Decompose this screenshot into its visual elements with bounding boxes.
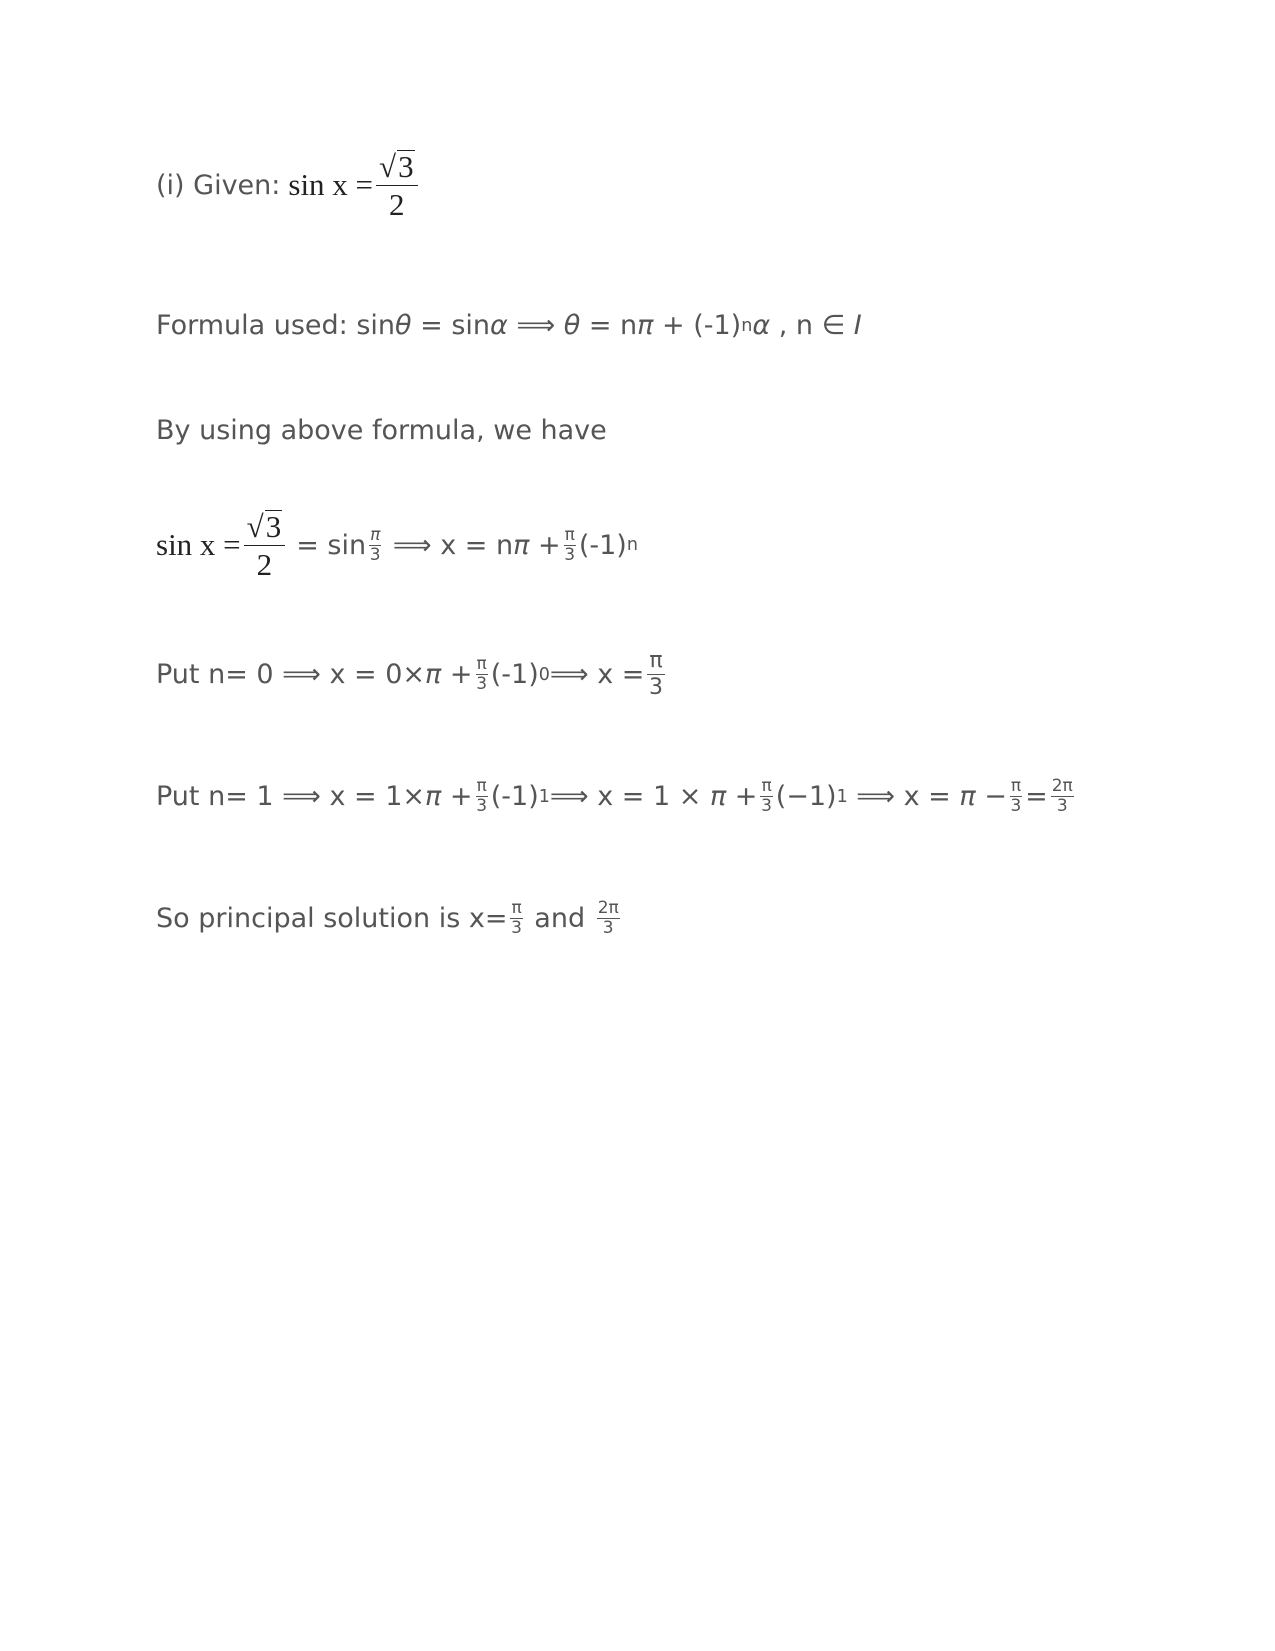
fraction-den: 3	[1056, 796, 1068, 816]
pi-over-3	[476, 656, 488, 693]
pi-symbol: π	[425, 781, 442, 812]
theta-symbol: θ	[563, 310, 581, 341]
equation-text: ⟹ x =	[549, 659, 645, 690]
principal-solution-line	[156, 900, 623, 937]
fraction-den: 2	[389, 187, 405, 222]
pi-over-3	[760, 778, 772, 815]
equation-text: ⟹ x = n	[384, 529, 514, 561]
fraction-num: 2π	[1051, 776, 1073, 796]
alpha-symbol: α	[490, 310, 508, 341]
sqrt-sign: √	[246, 509, 264, 544]
given-line	[156, 150, 421, 220]
sqrt-arg: 3	[398, 149, 414, 184]
fraction-den: 3	[564, 544, 576, 565]
put-n-1-line: Put n= 1 ⟹ x = 1× π + $\frac{\pi}{3}$ (-1) 1 ⟹ x = 1 × π + $\frac{\pi}{3}$ (−1) 1 ⟹ x = π − $\frac{\pi}{3}$ = $\frac{2\pi}{3}$	[156, 776, 1073, 816]
given-lhs: sin x =	[288, 167, 374, 202]
fraction-den: 3	[476, 796, 488, 816]
equation-text: (-1)	[578, 529, 627, 561]
fraction-num: π	[476, 776, 487, 796]
equation-text: −	[975, 781, 1007, 812]
equation-text: = sin	[296, 529, 367, 561]
fraction-den: 3	[511, 918, 522, 938]
equation-text: ⟹ x = 1 ×	[549, 781, 710, 812]
intro-text: By using above formula, we have	[156, 415, 607, 446]
fraction-den: 3	[761, 796, 772, 816]
fraction-num: π	[511, 898, 522, 918]
pi-over-3	[476, 778, 488, 815]
fraction-num: π	[370, 524, 381, 545]
implies-arrow: ⟹	[507, 310, 564, 341]
fraction-den: 3	[476, 674, 488, 694]
fraction-num: π	[476, 654, 487, 674]
formula-text: + (-1)	[653, 310, 742, 341]
formula-text: = sin	[411, 310, 491, 341]
sin-lhs: sin x =	[156, 527, 241, 562]
pi-over-3	[647, 650, 664, 699]
root3-over-2	[244, 510, 286, 580]
fraction-den: 2	[256, 547, 273, 582]
put-n-0-line: Put n= 0 ⟹ x = 0× π + $\frac{\pi}{3}$ (-1) 0 ⟹ x = $\frac{\pi}{3}$	[156, 648, 664, 700]
pi-symbol: π	[709, 781, 727, 812]
theta-symbol: θ	[395, 310, 412, 341]
fraction-num: π	[564, 524, 575, 545]
equation-text: Put n= 1 ⟹ x = 1×	[156, 781, 426, 812]
equation-text: (−1)	[775, 781, 837, 812]
equation-text: +	[441, 781, 473, 812]
formula-text: Formula used: sin	[156, 310, 396, 341]
equation-text: (-1)	[490, 659, 539, 690]
intro-line	[156, 415, 607, 446]
fraction-den: 3	[369, 544, 381, 565]
fraction-num: π	[761, 776, 772, 796]
equation-text: +	[726, 781, 758, 812]
equation-text: (-1)	[490, 781, 539, 812]
fraction-num: π	[649, 648, 663, 673]
equation-text: +	[441, 659, 473, 690]
alpha-symbol: α	[752, 310, 771, 341]
fraction-den: 3	[1010, 796, 1022, 816]
fraction-den: 3	[649, 675, 664, 700]
equation-text: ⟹ x =	[847, 781, 960, 812]
sqrt-arg: 3	[265, 509, 282, 544]
equation-text: =	[1025, 781, 1048, 812]
equation-text: Put n= 0 ⟹ x = 0×	[156, 659, 426, 690]
pi-over-3	[369, 524, 381, 565]
fraction-num: 2π	[597, 898, 619, 918]
equation-text: +	[529, 529, 561, 561]
pi-symbol: π	[425, 659, 442, 690]
conclusion-text: and	[525, 903, 594, 934]
fraction-num: π	[1010, 776, 1022, 796]
fraction-den: 3	[602, 918, 614, 938]
integer-set-symbol: I	[853, 310, 862, 341]
two-pi-over-3	[597, 900, 620, 937]
given-prefix: (i) Given:	[156, 169, 281, 201]
formula-text: , n ∈	[770, 310, 854, 341]
general-solution-line: sin x = √ 3 2 = sin $\frac{\pi}{3}$ ⟹ x = n π + $\frac{\pi}{3}$ (-1) n	[156, 509, 638, 582]
pi-symbol: π	[513, 529, 530, 561]
pi-symbol: π	[959, 781, 976, 812]
formula-line: Formula used: sin θ = sin α ⟹ θ = n π + (-1) n α , n ∈ I	[156, 310, 862, 341]
pi-over-3	[510, 900, 522, 937]
two-pi-over-3	[1051, 778, 1074, 815]
conclusion-text: So principal solution is x=	[156, 903, 508, 934]
pi-symbol: π	[637, 310, 654, 341]
pi-over-3	[564, 524, 576, 565]
sqrt-sign: √	[379, 149, 397, 184]
pi-over-3	[1010, 778, 1022, 815]
given-fraction	[376, 150, 418, 220]
formula-text: = n	[580, 310, 638, 341]
